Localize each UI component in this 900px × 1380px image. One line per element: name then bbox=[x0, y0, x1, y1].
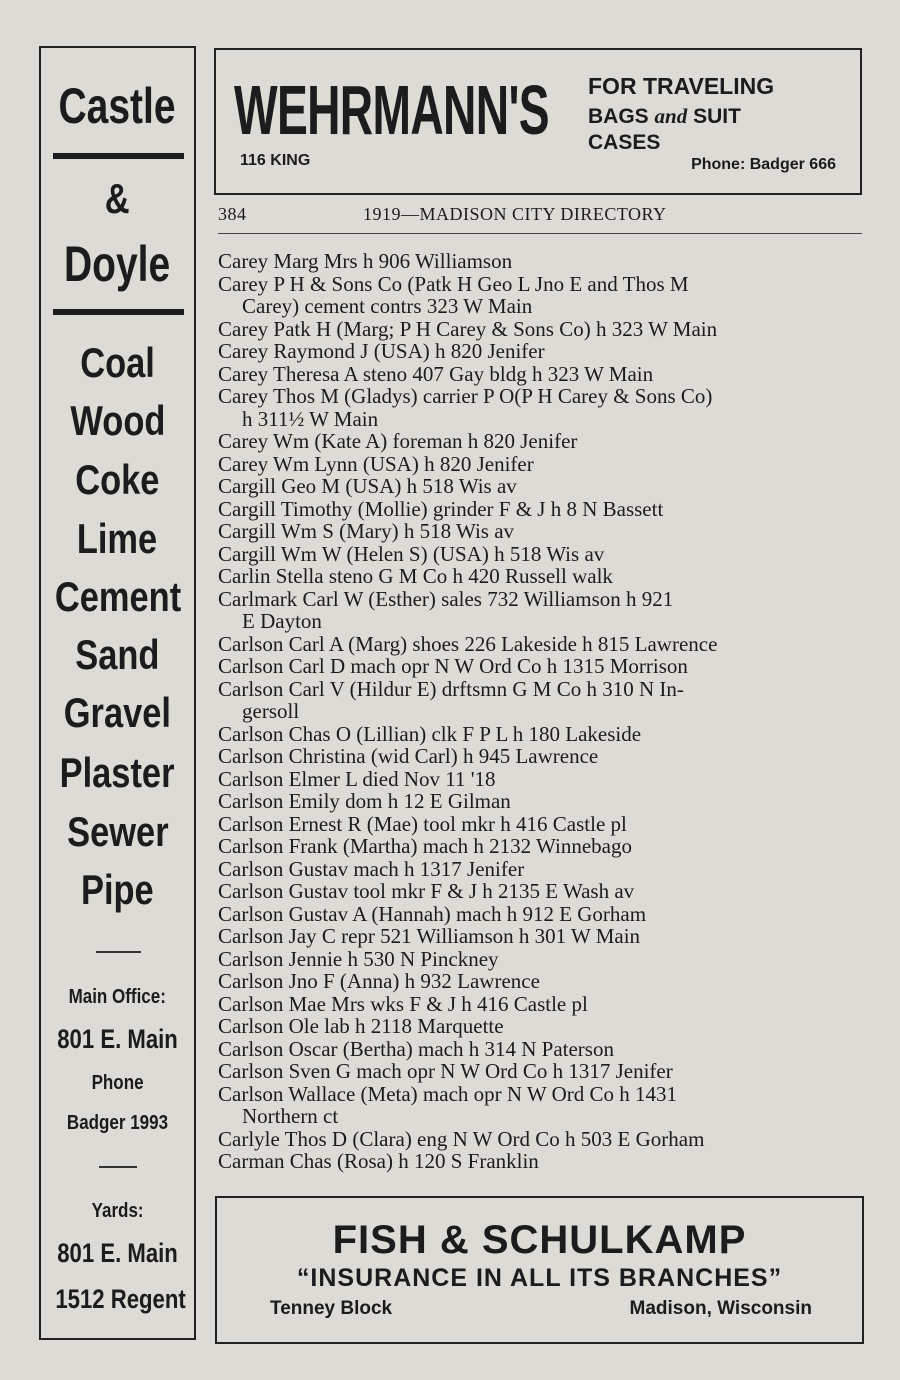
listing-entry: Carlson Gustav A (Hannah) mach h 912 E Gorham bbox=[218, 901, 647, 926]
ad-product: Coke bbox=[75, 456, 160, 503]
listing-entry: Carlson Elmer L died Nov 11 '18 bbox=[218, 766, 496, 791]
listing-entry: Carlson Ole lab h 2118 Marquette bbox=[218, 1014, 504, 1038]
ad-product: Gravel bbox=[63, 689, 172, 736]
listing-entry: Carlson Carl V (Hildur E) drftsmn G M Co h 310 N In- bbox=[218, 676, 684, 701]
listing-entry: Carlson Gustav tool mkr F & J h 2135 E Wash av bbox=[218, 879, 635, 903]
ad-thin-divider bbox=[96, 951, 141, 953]
listing-entry: Carlson Christina (wid Carl) h 945 Lawrence bbox=[218, 744, 599, 768]
listing-entry: Carlson Jno F (Anna) h 932 Lawrence bbox=[218, 969, 540, 993]
wehrmanns-advertisement bbox=[214, 48, 862, 195]
listing-entry: Carlson Ernest R (Mae) tool mkr h 416 Castle pl bbox=[218, 811, 627, 836]
ad-firm-ampersand: & bbox=[105, 175, 130, 222]
ad-slogan: “INSURANCE IN ALL ITS BRANCHES” bbox=[296, 1264, 783, 1292]
listing-entry: Carey Theresa A steno 407 Gay bldg h 323 W Main bbox=[218, 361, 654, 386]
ad-tagline-line-3: CASES bbox=[588, 131, 661, 154]
ad-product: Sand bbox=[75, 631, 160, 678]
listing-entry: Carlson Mae Mrs wks F & J h 416 Castle pl bbox=[218, 991, 588, 1016]
listing-continuation: h 311½ W Main bbox=[242, 406, 379, 431]
ad-product: Cement bbox=[54, 573, 182, 620]
listing-entry: Carlson Sven G mach opr N W Ord Co h 1317 Jenifer bbox=[218, 1059, 673, 1083]
ad-divider-bar bbox=[53, 309, 184, 315]
page-title: 1919—MADISON CITY DIRECTORY bbox=[363, 204, 667, 224]
ad-yard-address: 801 E. Main bbox=[57, 1238, 178, 1268]
ad-divider-bar bbox=[53, 153, 184, 159]
listing-entry: Carey Thos M (Gladys) carrier P O(P H Carey & Sons Co) bbox=[218, 384, 713, 408]
ad-phone-label: Phone bbox=[91, 1072, 144, 1094]
listing-entry: Carey P H & Sons Co (Patk H Geo L Jno E and Thos M bbox=[218, 271, 689, 296]
listing-entry: Carlmark Carl W (Esther) sales 732 Williamson h 921 bbox=[218, 586, 674, 611]
ad-address: 116 KING bbox=[240, 152, 311, 169]
listing-entry: Carey Wm Lynn (USA) h 820 Jenifer bbox=[218, 451, 534, 476]
listing-entry: Carlson Emily dom h 12 E Gilman bbox=[218, 789, 511, 813]
ad-phone: Phone: Badger 666 bbox=[691, 156, 836, 173]
ad-yards-label: Yards: bbox=[91, 1200, 144, 1222]
listing-entry: Cargill Geo M (USA) h 518 Wis av bbox=[218, 474, 517, 498]
ad-main-office-address: 801 E. Main bbox=[57, 1024, 178, 1054]
listing-entry: Carlin Stella steno G M Co h 420 Russell walk bbox=[218, 564, 613, 588]
ad-phone-number: Badger 1993 bbox=[66, 1112, 169, 1134]
listing-entry: Carlson Gustav mach h 1317 Jenifer bbox=[218, 856, 525, 881]
ad-product: Lime bbox=[77, 515, 158, 562]
listing-entry: Carey Patk H (Marg; P H Carey & Sons Co) h 323 W Main bbox=[218, 316, 718, 341]
listing-entry: Carlson Carl D mach opr N W Ord Co h 1315 Morrison bbox=[218, 654, 688, 678]
listing-entry: Carlson Wallace (Meta) mach opr N W Ord Co h 1431 bbox=[218, 1081, 678, 1106]
fish-schulkamp-advertisement bbox=[215, 1196, 864, 1344]
ad-firm-name-castle: Castle bbox=[58, 78, 177, 134]
ad-firm-name: FISH & SCHULKAMP bbox=[332, 1218, 747, 1262]
ad-tagline-line-1: FOR TRAVELING bbox=[588, 73, 775, 99]
listing-entry: Carman Chas (Rosa) h 120 S Franklin bbox=[218, 1149, 539, 1173]
page-header bbox=[218, 204, 862, 230]
ad-brand-name: WEHRMANN'S bbox=[234, 71, 549, 149]
ad-product: Coal bbox=[80, 339, 155, 386]
listing-continuation: gersoll bbox=[242, 699, 300, 723]
ad-product: Pipe bbox=[81, 866, 154, 913]
listing-entry: Carlson Jay C repr 521 Williamson h 301 W Main bbox=[218, 924, 641, 948]
listing-entry: Carey Wm (Kate A) foreman h 820 Jenifer bbox=[218, 429, 578, 453]
listing-entry: Carlson Jennie h 530 N Pinckney bbox=[218, 946, 499, 971]
listing-entry: Cargill Wm W (Helen S) (USA) h 518 Wis av bbox=[218, 541, 605, 566]
ad-product: Plaster bbox=[60, 749, 175, 796]
castle-doyle-advertisement bbox=[39, 46, 196, 1340]
listing-entry: Carey Raymond J (USA) h 820 Jenifer bbox=[218, 339, 545, 363]
listing-entry: Carlson Chas O (Lillian) clk F P L h 180 Lakeside bbox=[218, 721, 642, 746]
ad-location-city: Madison, Wisconsin bbox=[629, 1298, 812, 1319]
directory-listings bbox=[218, 250, 868, 1173]
listing-continuation: Northern ct bbox=[242, 1104, 339, 1128]
ad-firm-name-doyle: Doyle bbox=[64, 236, 171, 292]
header-rule bbox=[218, 233, 862, 234]
ad-location-building: Tenney Block bbox=[270, 1298, 393, 1319]
listing-entry: Carlyle Thos D (Clara) eng N W Ord Co h 503 E Gorham bbox=[218, 1126, 705, 1151]
listing-entry: Carlson Carl A (Marg) shoes 226 Lakeside h 815 Lawrence bbox=[218, 631, 718, 656]
listing-entry: Carlson Frank (Martha) mach h 2132 Winnebago bbox=[218, 834, 633, 858]
listing-entry: Carlson Oscar (Bertha) mach h 314 N Paterson bbox=[218, 1036, 614, 1061]
listing-entry: Cargill Wm S (Mary) h 518 Wis av bbox=[218, 519, 515, 543]
ad-tagline-line-2: BAGS and SUIT bbox=[588, 104, 741, 128]
ad-main-office-label: Main Office: bbox=[68, 986, 167, 1008]
listing-continuation: Carey) cement contrs 323 W Main bbox=[242, 294, 533, 318]
listing-entry: Carey Marg Mrs h 906 Williamson bbox=[218, 249, 513, 273]
ad-product: Sewer bbox=[66, 808, 169, 855]
ad-thin-divider bbox=[99, 1166, 137, 1168]
ad-product: Wood bbox=[69, 397, 165, 444]
ad-yard-address: 1512 Regent bbox=[55, 1284, 186, 1314]
listing-continuation: E Dayton bbox=[242, 609, 322, 633]
page-number: 384 bbox=[218, 204, 247, 224]
listing-entry: Cargill Timothy (Mollie) grinder F & J h 8 N Bassett bbox=[218, 496, 664, 521]
